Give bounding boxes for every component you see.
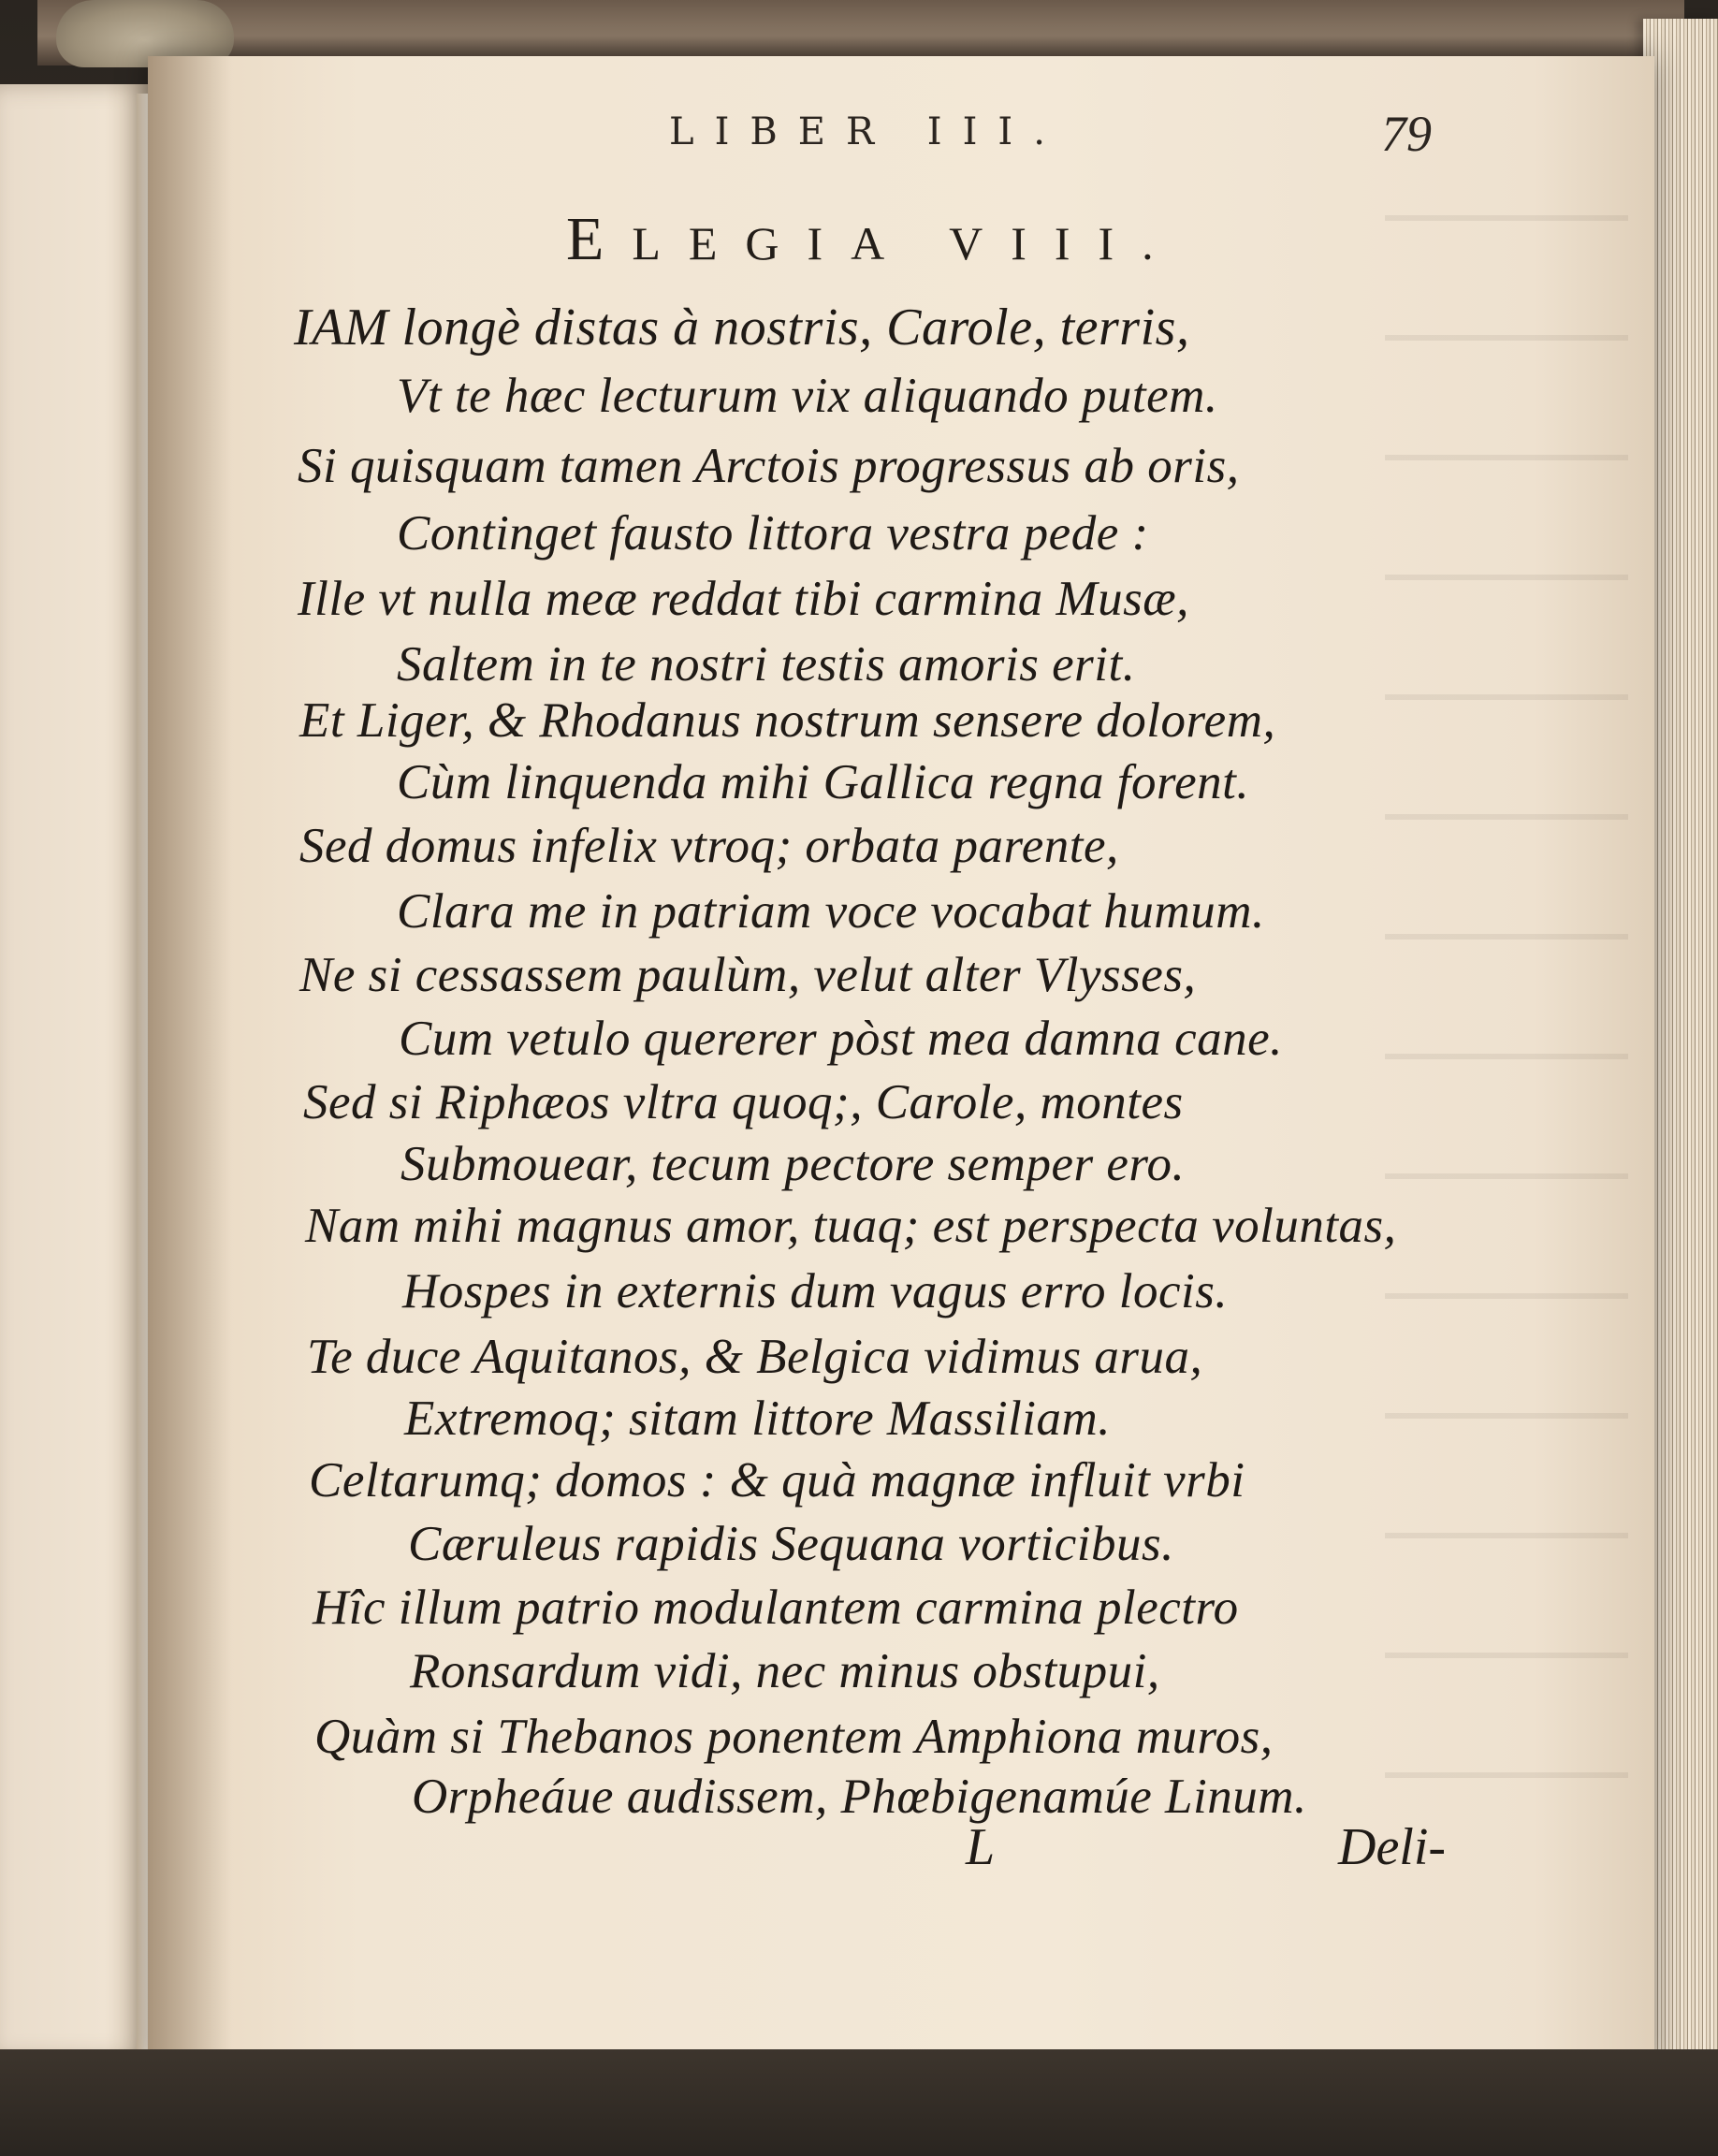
table-surface — [0, 2049, 1718, 2156]
page-title — [566, 204, 1182, 275]
title-rest: LEGIA VIII. — [632, 217, 1182, 270]
verse-line: Ille vt nulla meæ reddat tibi carmina Musæ, — [298, 572, 1189, 626]
verse-line: Cùm linquenda mihi Gallica regna forent. — [397, 755, 1250, 809]
verse-line: Extremoq; sitam littore Massiliam. — [404, 1391, 1112, 1446]
left-page-edge — [0, 84, 150, 2059]
verse-line: Ronsardum vidi, nec minus obstupui, — [410, 1644, 1160, 1698]
catchword: Deli- — [1338, 1818, 1447, 1876]
verse-line: Quàm si Thebanos ponentem Amphiona muros, — [314, 1710, 1274, 1764]
verse-line: Orpheáue audissem, Phœbigenamúe Linum. — [412, 1770, 1307, 1824]
running-head: LIBER III. — [669, 110, 1066, 153]
page-stack-edges — [1643, 19, 1718, 2059]
title-initial: E — [566, 205, 633, 273]
verse-line: Te duce Aquitanos, & Belgica vidimus arua, — [307, 1330, 1203, 1384]
verse-line: IAM longè distas à nostris, Carole, terris, — [294, 299, 1190, 357]
show-through — [1385, 159, 1628, 1843]
signature-mark: L — [966, 1818, 996, 1876]
verse-line: Clara me in patriam voce vocabat humum. — [397, 884, 1265, 939]
verse-line: Cæruleus rapidis Sequana vorticibus. — [408, 1517, 1174, 1571]
verse-line: Celtarumq; domos : & quà magnæ influit vrbi — [309, 1453, 1245, 1508]
verse-line: Hospes in externis dum vagus erro locis. — [402, 1264, 1229, 1318]
verse-line: Si quisquam tamen Arctois progressus ab oris, — [298, 439, 1240, 493]
verse-line: Saltem in te nostri testis amoris erit. — [397, 637, 1136, 692]
verse-line: Continget fausto littora vestra pede : — [397, 506, 1149, 561]
verse-line: Hîc illum patrio modulantem carmina plectro — [313, 1581, 1239, 1635]
verse-line: Vt te hæc lecturum vix aliquando putem. — [397, 369, 1218, 423]
page-number: 79 — [1381, 106, 1432, 162]
verse-line: Cum vetulo quererer pòst mea damna cane. — [399, 1012, 1283, 1066]
verse-line: Et Liger, & Rhodanus nostrum sensere dolorem, — [299, 693, 1276, 748]
verse-line: Ne si cessassem paulùm, velut alter Vlysses, — [299, 948, 1197, 1002]
verse-line: Sed domus infelix vtroq; orbata parente, — [299, 819, 1119, 873]
verse-line: Sed si Riphæos vltra quoq;, Carole, montes — [303, 1075, 1184, 1129]
verse-line: Submouear, tecum pectore semper ero. — [400, 1137, 1186, 1191]
verse-line: Nam mihi magnus amor, tuaq; est perspecta voluntas, — [305, 1199, 1397, 1253]
